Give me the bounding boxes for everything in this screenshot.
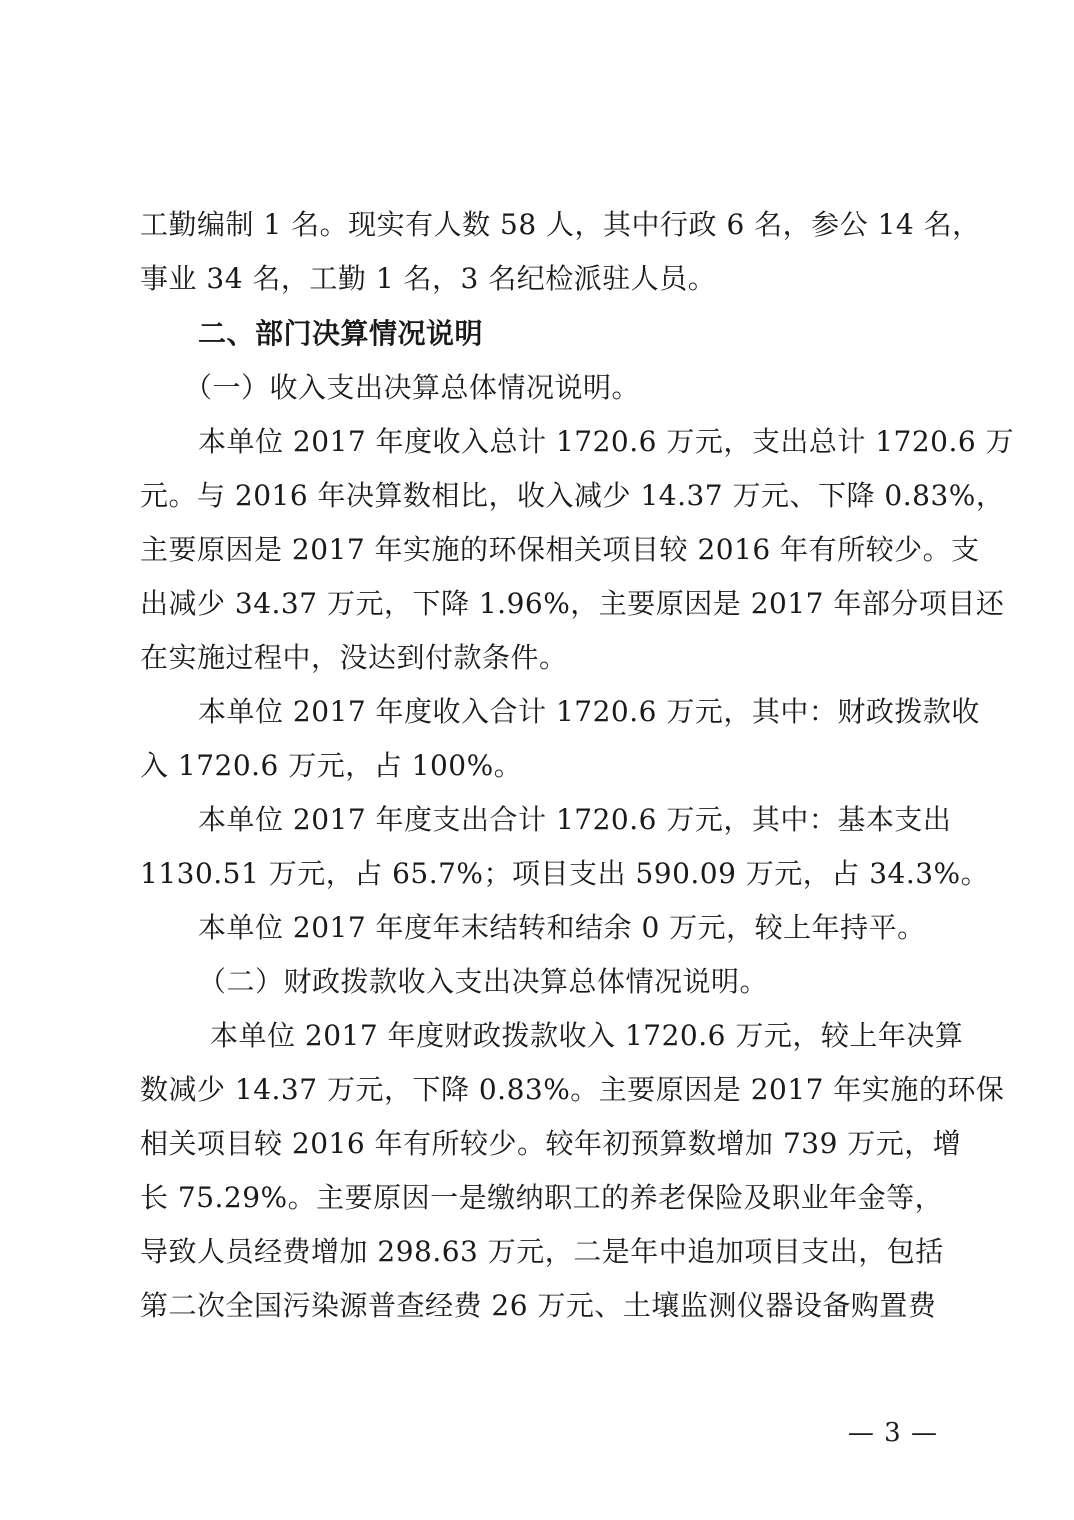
body-text-line-5: 本单位 2017 年度收入总计 1720.6 万元，支出总计 1720.6 万 <box>198 425 1015 458</box>
section-heading: 二、部门决算情况说明 <box>198 317 484 350</box>
body-text-line-8: 出减少 34.37 万元，下降 1.96%，主要原因是 2017 年部分项目还 <box>140 587 1005 620</box>
body-text-line-10: 本单位 2017 年度收入合计 1720.6 万元，其中：财政拨款收 <box>198 695 980 728</box>
body-text-line-19: 长 75.29%。主要原因一是缴纳职工的养老保险及职业年金等， <box>140 1181 944 1214</box>
body-text-line-18: 相关项目较 2016 年有所较少。较年初预算数增加 739 万元，增 <box>140 1127 962 1160</box>
body-text-line-12: 本单位 2017 年度支出合计 1720.6 万元，其中：基本支出 <box>198 803 952 836</box>
body-text-line-13: 1130.51 万元，占 65.7%；项目支出 590.09 万元，占 34.3%。 <box>140 857 990 890</box>
page-number: — 3 — <box>847 1418 938 1448</box>
subsection-heading-2: （二）财政拨款收入支出决算总体情况说明。 <box>198 965 769 998</box>
body-text-line-20: 导致人员经费增加 298.63 万元，二是年中追加项目支出，包括 <box>140 1235 944 1268</box>
body-text-line-14: 本单位 2017 年度年末结转和结余 0 万元，较上年持平。 <box>198 911 926 944</box>
body-text-line-1: 工勤编制 1 名。现实有人数 58 人，其中行政 6 名，参公 14 名， <box>140 208 981 241</box>
body-text-line-6: 元。与 2016 年决算数相比，收入减少 14.37 万元、下降 0.83%， <box>140 479 1005 512</box>
body-text-line-7: 主要原因是 2017 年实施的环保相关项目较 2016 年有所较少。支 <box>140 533 980 566</box>
subsection-heading-1: （一）收入支出决算总体情况说明。 <box>184 371 641 404</box>
body-text-line-17: 数减少 14.37 万元，下降 0.83%。主要原因是 2017 年实施的环保 <box>140 1073 1005 1106</box>
body-text-line-2: 事业 34 名，工勤 1 名，3 名纪检派驻人员。 <box>140 262 717 295</box>
body-text-line-16: 本单位 2017 年度财政拨款收入 1720.6 万元，较上年决算 <box>210 1019 964 1052</box>
body-text-line-21: 第二次全国污染源普查经费 26 万元、土壤监测仪器设备购置费 <box>140 1289 937 1322</box>
body-text-line-11: 入 1720.6 万元，占 100%。 <box>140 749 523 782</box>
body-text-line-9: 在实施过程中，没达到付款条件。 <box>140 641 568 674</box>
